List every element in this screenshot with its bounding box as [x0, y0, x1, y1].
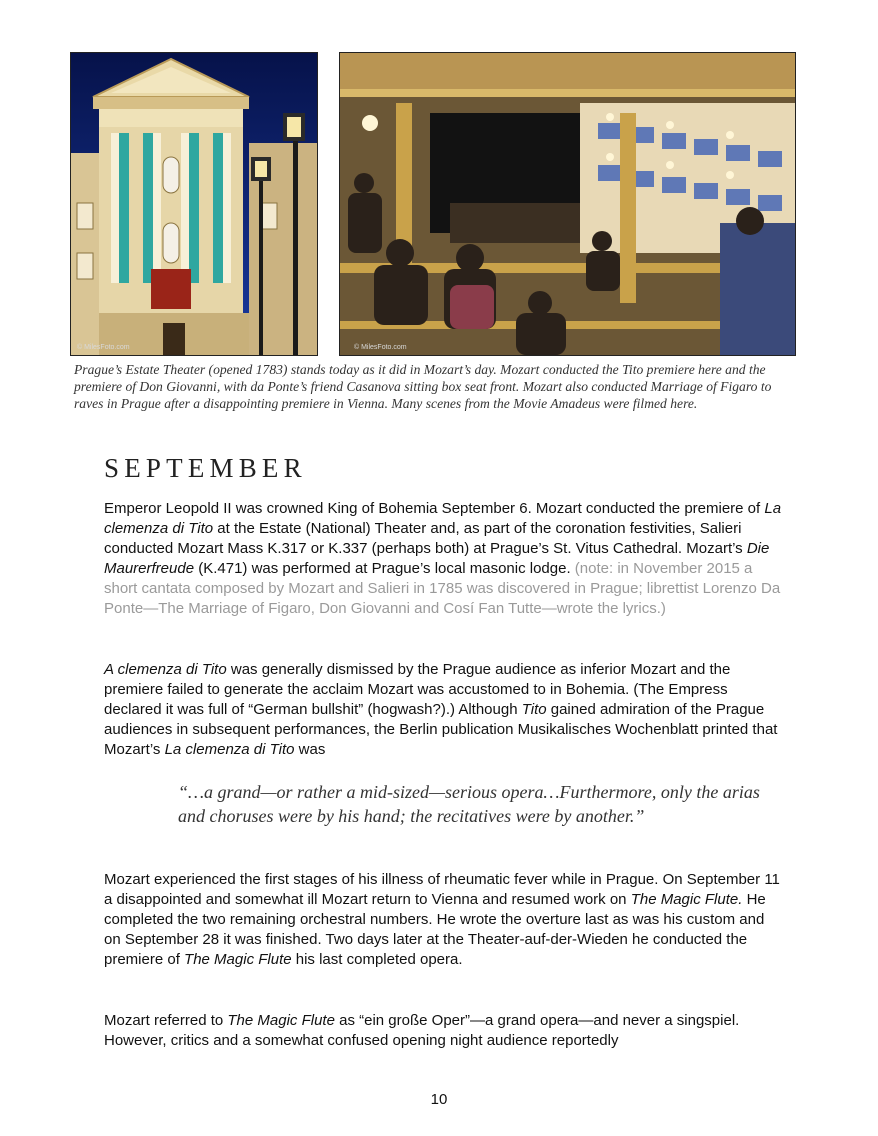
text-run: Mozart referred to	[104, 1012, 228, 1029]
facade-illustration	[71, 53, 317, 355]
opera-title: The Magic Flute	[227, 1012, 335, 1029]
note-text: (note: in November 2015 a short cantata composed by Mozart and Salieri in 1785 was discovered in Prague; librettist Lorenzo Da Ponte—The Marriage of Figaro, Don Giovanni and Cosí Fan Tutte—wrote the lyrics.)	[104, 560, 781, 617]
paragraph-1	[104, 499, 784, 619]
paragraph-4	[104, 1011, 784, 1051]
photo-credit: © MilesFoto.com	[77, 344, 130, 351]
block-quote: “…a grand—or rather a mid-sized—serious opera…Furthermore, only the arias and choruses were by his hand; the recitatives were by another.”	[178, 782, 760, 826]
photo-credit: © MilesFoto.com	[354, 344, 407, 351]
section-heading: SEPTEMBER	[104, 453, 307, 483]
work-title: Die Maurerfreude	[104, 540, 770, 577]
photo-caption: Prague’s Estate Theater (opened 1783) stands today as it did in Mozart’s day. Mozart conducted the Tito premiere here and the premiere of Don Giovanni, with da Ponte’s friend Casanova sitting box seat front. Mozart also conducted Marriage of Figaro to raves in Prague after a disappointing premiere in Vienna. Many scenes from the Movie Amadeus were filmed here.	[74, 362, 772, 411]
text-run: Emperor Leopold II was crowned King of Bohemia September 6. Mozart conducted the premiere of	[104, 500, 765, 517]
opera-title: Tito	[521, 701, 547, 718]
text-run: at the Estate (National) Theater and, as part of the coronation festivities, Salieri conducted Mozart Mass K.317 or K.337 (perhaps both) at Prague’s St. Vitus Cathedral. Mozart’s	[104, 520, 747, 557]
opera-title: A clemenza di Tito	[104, 661, 227, 678]
text-run: gained admiration of the Prague audiences in subsequent performances, the Berlin publication Musikalisches Wochenblatt printed that Mozart’s	[104, 701, 778, 758]
text-run: his last completed opera.	[291, 951, 463, 968]
page-number: 10	[430, 1091, 448, 1108]
opera-title: La clemenza di Tito	[104, 500, 782, 537]
text-run: was generally dismissed by the Prague audience as inferior Mozart and the premiere failed to generate the acclaim Mozart was accustomed to in Bohemia. (The Empress declared it was full of “German bullshit” (hogwash?).) Although	[104, 661, 731, 718]
text-run: (K.471) was performed at Prague’s local masonic lodge.	[194, 560, 575, 577]
paragraph-2	[104, 660, 784, 760]
text-run: He completed the two remaining orchestral numbers. He wrote the overture last as was his custom and on September 28 it was finished. Two days later at the Theater-auf-der-Wieden he conducted the premiere of	[104, 891, 766, 968]
opera-title: La clemenza di Tito	[164, 741, 295, 758]
interior-illustration	[340, 53, 795, 355]
paragraph-3	[104, 870, 784, 970]
text-run: Mozart experienced the first stages of his illness of rheumatic fever while in Prague. On September 11 a disappointed and somewhat ill Mozart return to Vienna and resumed work on	[104, 871, 780, 908]
opera-title: The Magic Flute.	[630, 891, 743, 908]
theater-interior-photo	[339, 52, 796, 356]
opera-title: The Magic Flute	[184, 951, 292, 968]
text-run: as “ein große Oper”—a grand opera—and never a singspiel. However, critics and a somewhat confused opening night audience reportedly	[104, 1012, 740, 1049]
text-run: was	[294, 741, 326, 758]
estate-theater-facade-photo	[70, 52, 318, 356]
